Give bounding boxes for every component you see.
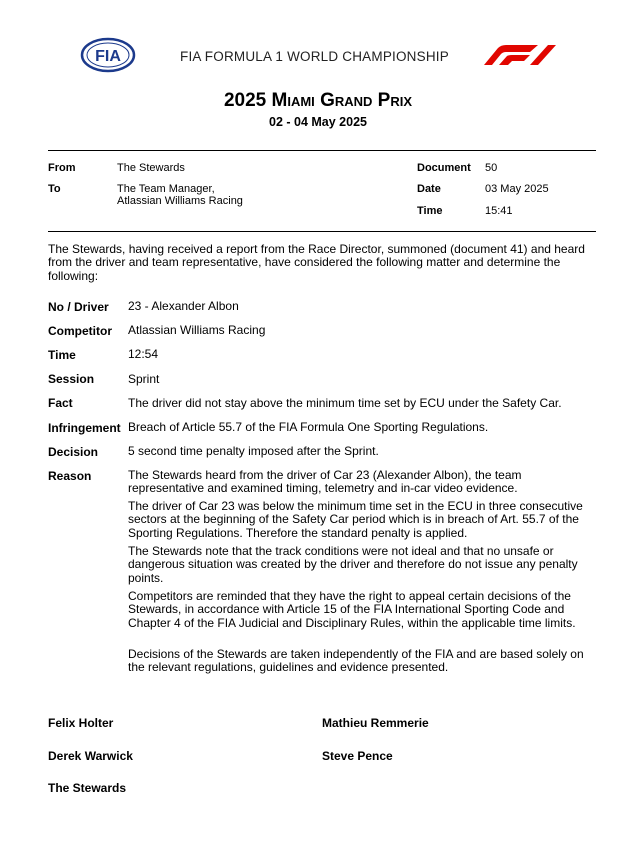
- steward-name: Steve Pence: [322, 749, 393, 763]
- fact-label: Fact: [48, 396, 73, 410]
- top-divider: [48, 150, 596, 151]
- session-label: Session: [48, 372, 95, 386]
- date-value: 03 May 2025: [485, 183, 549, 195]
- fia-logo-text: FIA: [95, 48, 121, 65]
- steward-name: Derek Warwick: [48, 749, 133, 763]
- decision-value: 5 second time penalty imposed after the Sprint.: [128, 444, 379, 458]
- reason-paragraph: The Stewards note that the track conditions were not ideal and that no unsafe or dangerous situation was created by the driver and therefore do not issue any penalty points.: [128, 544, 578, 585]
- reason-paragraph: Decisions of the Stewards are taken independently of the FIA and are based solely on the relevant regulations, guidelines and evidence presented.: [128, 647, 584, 675]
- steward-name: Felix Holter: [48, 716, 114, 730]
- from-value: The Stewards: [117, 162, 185, 174]
- stewards-footer: The Stewards: [48, 781, 127, 795]
- time-value-detail: 12:54: [128, 347, 159, 361]
- event-dates: 02 - 04 May 2025: [269, 115, 367, 129]
- competitor-label: Competitor: [48, 324, 112, 338]
- to-value-line1: The Team Manager,: [117, 183, 215, 195]
- championship-title: FIA FORMULA 1 WORLD CHAMPIONSHIP: [180, 49, 449, 64]
- to-label: To: [48, 183, 61, 195]
- date-label: Date: [417, 183, 441, 195]
- intro-paragraph: The Stewards, having received a report from the Race Director, summoned (document 41) and heard from the driver and team representative, have considered the following matter and determine the following:: [48, 242, 585, 283]
- reason-label: Reason: [48, 469, 92, 483]
- no-driver-label: No / Driver: [48, 300, 109, 314]
- infringement-value: Breach of Article 55.7 of the FIA Formula One Sporting Regulations.: [128, 420, 489, 434]
- time-label: Time: [417, 205, 443, 217]
- fact-value: The driver did not stay above the minimum time set by ECU under the Safety Car.: [128, 396, 562, 410]
- reason-paragraph: The Stewards heard from the driver of Car 23 (Alexander Albon), the team representative and examined timing, telemetry and in-car video evidence.: [128, 468, 522, 496]
- decision-label: Decision: [48, 445, 99, 459]
- time-value: 15:41: [485, 205, 513, 217]
- document-label: Document: [417, 162, 471, 174]
- competitor-value: Atlassian Williams Racing: [128, 323, 266, 337]
- page-title: [0, 90, 636, 112]
- fia-logo: [80, 37, 136, 73]
- session-value: Sprint: [128, 372, 160, 386]
- document-value: 50: [485, 162, 498, 174]
- time-label-detail: Time: [48, 348, 76, 362]
- reason-paragraph: Competitors are reminded that they have the right to appeal certain decisions of the Stewards, in accordance with Article 15 of the FIA International Sporting Code and Chapter 4 of the FIA Judicial and Disciplinary Rules, within the applicable time limits.: [128, 589, 576, 630]
- reason-paragraph: The driver of Car 23 was below the minimum time set in the ECU in three consecutive sectors at the beginning of the Safety Car period which is in breach of Art. 55.7 of the Sporting Regulations. Therefore the standard penalty is applied.: [128, 499, 583, 540]
- steward-name: Mathieu Remmerie: [322, 716, 429, 730]
- f1-logo: [480, 44, 556, 66]
- from-label: From: [48, 162, 76, 174]
- title-main: Miami Grand Prix: [271, 90, 413, 111]
- title-year: 2025: [223, 90, 267, 111]
- to-value-line2: Atlassian Williams Racing: [117, 195, 243, 207]
- infringement-label: Infringement: [48, 421, 121, 435]
- no-driver-value: 23 - Alexander Albon: [128, 299, 239, 313]
- bottom-divider: [48, 231, 596, 232]
